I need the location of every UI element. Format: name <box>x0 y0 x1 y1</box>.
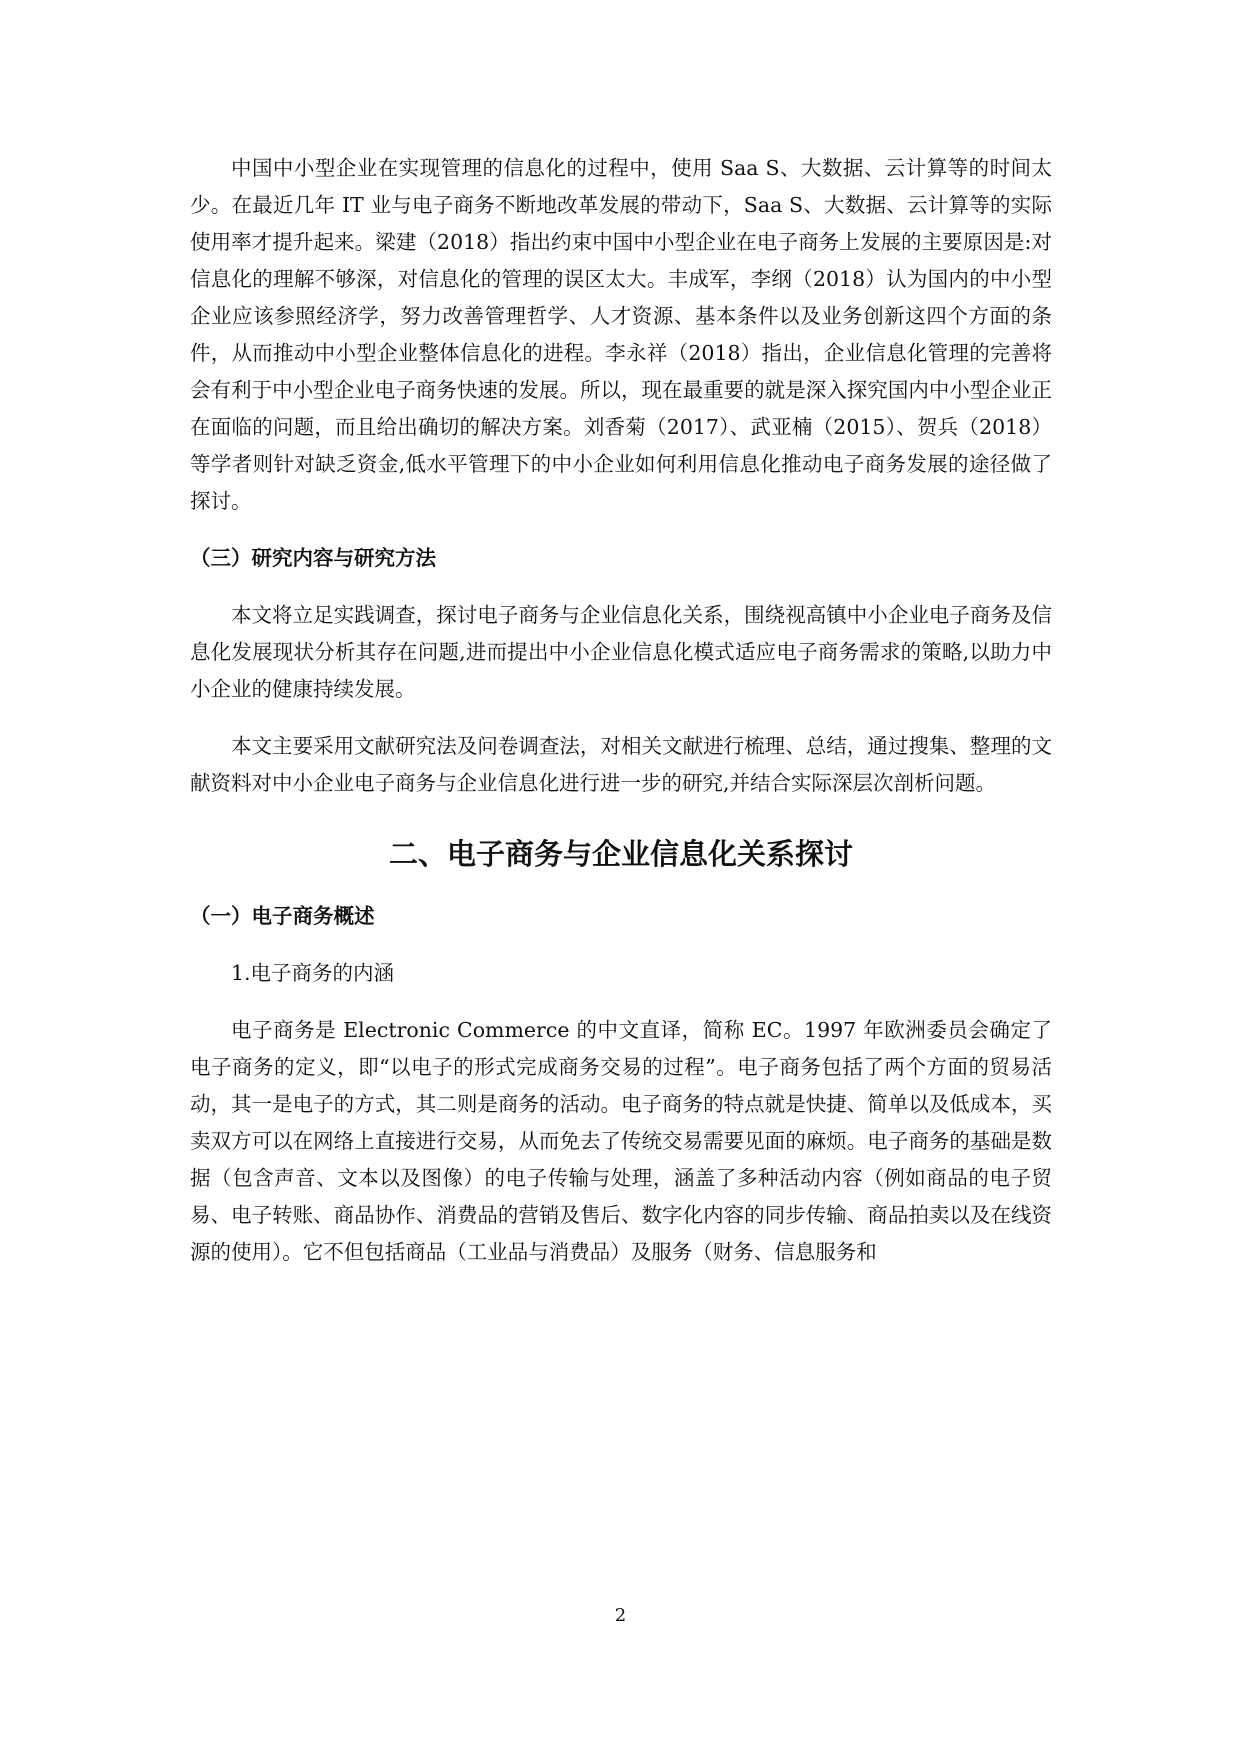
ecommerce-definition-paragraph: 电子商务是 Electronic Commerce 的中文直译，简称 EC。1997 年欧洲委员会确定了电子商务的定义，即“以电子的形式完成商务交易的过程”。电子商务包括了两个方面的贸易活动，其一是电子的方式，其二则是商务的活动。电子商务的特点就是快捷、简单以及低成本，买卖双方可以在网络上直接进行交易，从而免去了传统交易需要见面的麻烦。电子商务的基础是数据（包含声音、文本以及图像）的电子传输与处理，涵盖了多种活动内容（例如商品的电子贸易、电子转账、商品协作、消费品的营销及售后、数字化内容的同步传输、商品拍卖以及在线资源的使用）。它不但包括商品（工业品与消费品）及服务（财务、信息服务和 <box>190 1018 1052 1264</box>
subsection-ecommerce-meaning: 1.电子商务的内涵 <box>231 961 395 985</box>
chapter-title: 二、电子商务与企业信息化关系探讨 <box>388 837 853 871</box>
research-method-paragraph: 本文主要采用文献研究法及问卷调查法，对相关文献进行梳理、总结，通过搜集、整理的文献资料对中小企业电子商务与企业信息化进行进一步的研究,并结合实际深层次剖析问题。 <box>190 734 1052 795</box>
intro-paragraph: 中国中小型企业在实现管理的信息化的过程中，使用 Saa S、大数据、云计算等的时间太少。在最近几年 IT 业与电子商务不断地改革发展的带动下，Saa S、大数据、云计算等的实际使用率才提升起来。梁建（2018）指出约束中国中小型企业在电子商务上发展的主要原因是:对信息化的理解不够深，对信息化的管理的误区太大。丰成军，李纲（2018）认为国内的中小型企业应该参照经济学，努力改善管理哲学、人才资源、基本条件以及业务创新这四个方面的条件，从而推动中小型企业整体信息化的进程。李永祥（2018）指出，企业信息化管理的完善将会有利于中小型企业电子商务快速的发展。所以，现在最重要的就是深入探究国内中小型企业正在面临的问题，而且给出确切的解决方案。刘香菊（2017）、武亚楠（2015）、贺兵（2018）等学者则针对缺乏资金,低水平管理下的中小企业如何利用信息化推动电子商务发展的途径做了探讨。 <box>190 156 1052 513</box>
section-heading-ecommerce-overview: （一）电子商务概述 <box>190 904 375 928</box>
page-content <box>190 150 1052 1271</box>
page-number: 2 <box>614 1605 627 1626</box>
research-content-paragraph: 本文将立足实践调查，探讨电子商务与企业信息化关系，围绕视高镇中小企业电子商务及信息化发展现状分析其存在问题,进而提出中小企业信息化模式适应电子商务需求的策略,以助力中小企业的健康持续发展。 <box>190 603 1052 701</box>
section-heading-research-content: （三）研究内容与研究方法 <box>190 546 436 570</box>
